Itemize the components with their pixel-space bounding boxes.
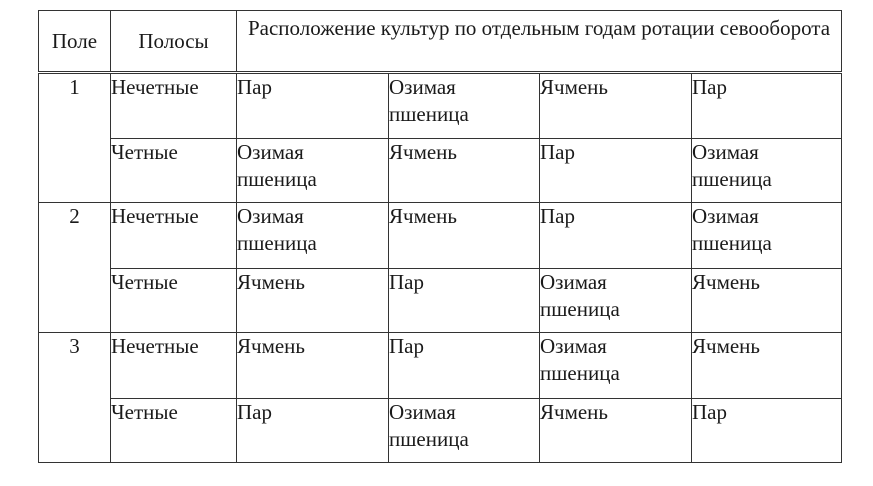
- crop-cell: Пар: [692, 73, 842, 139]
- crop-cell: Ячмень: [237, 333, 389, 399]
- crop-cell: Пар: [540, 139, 692, 203]
- crop-cell: Ячмень: [389, 203, 540, 269]
- crop-cell: Ячмень: [389, 139, 540, 203]
- table-row: [39, 73, 842, 139]
- strip-label: Четные: [111, 269, 237, 333]
- table-row: [39, 203, 842, 269]
- crop-cell: Озимая пшеница: [692, 203, 842, 269]
- table-row: [39, 269, 842, 333]
- field-number: 3: [39, 333, 111, 463]
- crop-cell: Ячмень: [692, 333, 842, 399]
- strip-label: Четные: [111, 139, 237, 203]
- crop-cell: Озимая пшеница: [237, 139, 389, 203]
- crop-cell: Пар: [692, 399, 842, 463]
- crop-cell: Озимая пшеница: [540, 269, 692, 333]
- strip-label: Четные: [111, 399, 237, 463]
- strip-label: Нечетные: [111, 73, 237, 139]
- crop-cell: Пар: [237, 73, 389, 139]
- crop-cell: Озимая пшеница: [540, 333, 692, 399]
- header-field: Поле: [39, 11, 111, 73]
- table-row: [39, 333, 842, 399]
- crop-cell: Озимая пшеница: [237, 203, 389, 269]
- crop-cell: Пар: [237, 399, 389, 463]
- table-row: [39, 139, 842, 203]
- crop-cell: Ячмень: [237, 269, 389, 333]
- crop-cell: Ячмень: [692, 269, 842, 333]
- crop-cell: Озимая пшеница: [389, 73, 540, 139]
- crop-cell: Озимая пшеница: [692, 139, 842, 203]
- field-number: 1: [39, 73, 111, 203]
- crop-cell: Пар: [540, 203, 692, 269]
- crop-cell: Ячмень: [540, 73, 692, 139]
- crop-cell: Озимая пшеница: [389, 399, 540, 463]
- field-number: 2: [39, 203, 111, 333]
- table-row: [39, 399, 842, 463]
- crop-cell: Ячмень: [540, 399, 692, 463]
- header-strips: Полосы: [111, 11, 237, 73]
- strip-label: Нечетные: [111, 333, 237, 399]
- crop-rotation-table: [38, 10, 842, 463]
- crop-cell: Пар: [389, 269, 540, 333]
- crop-cell: Пар: [389, 333, 540, 399]
- header-layout: Расположение культур по отдельным годам ротации севооборота: [237, 11, 842, 73]
- strip-label: Нечетные: [111, 203, 237, 269]
- header-row: [39, 11, 842, 73]
